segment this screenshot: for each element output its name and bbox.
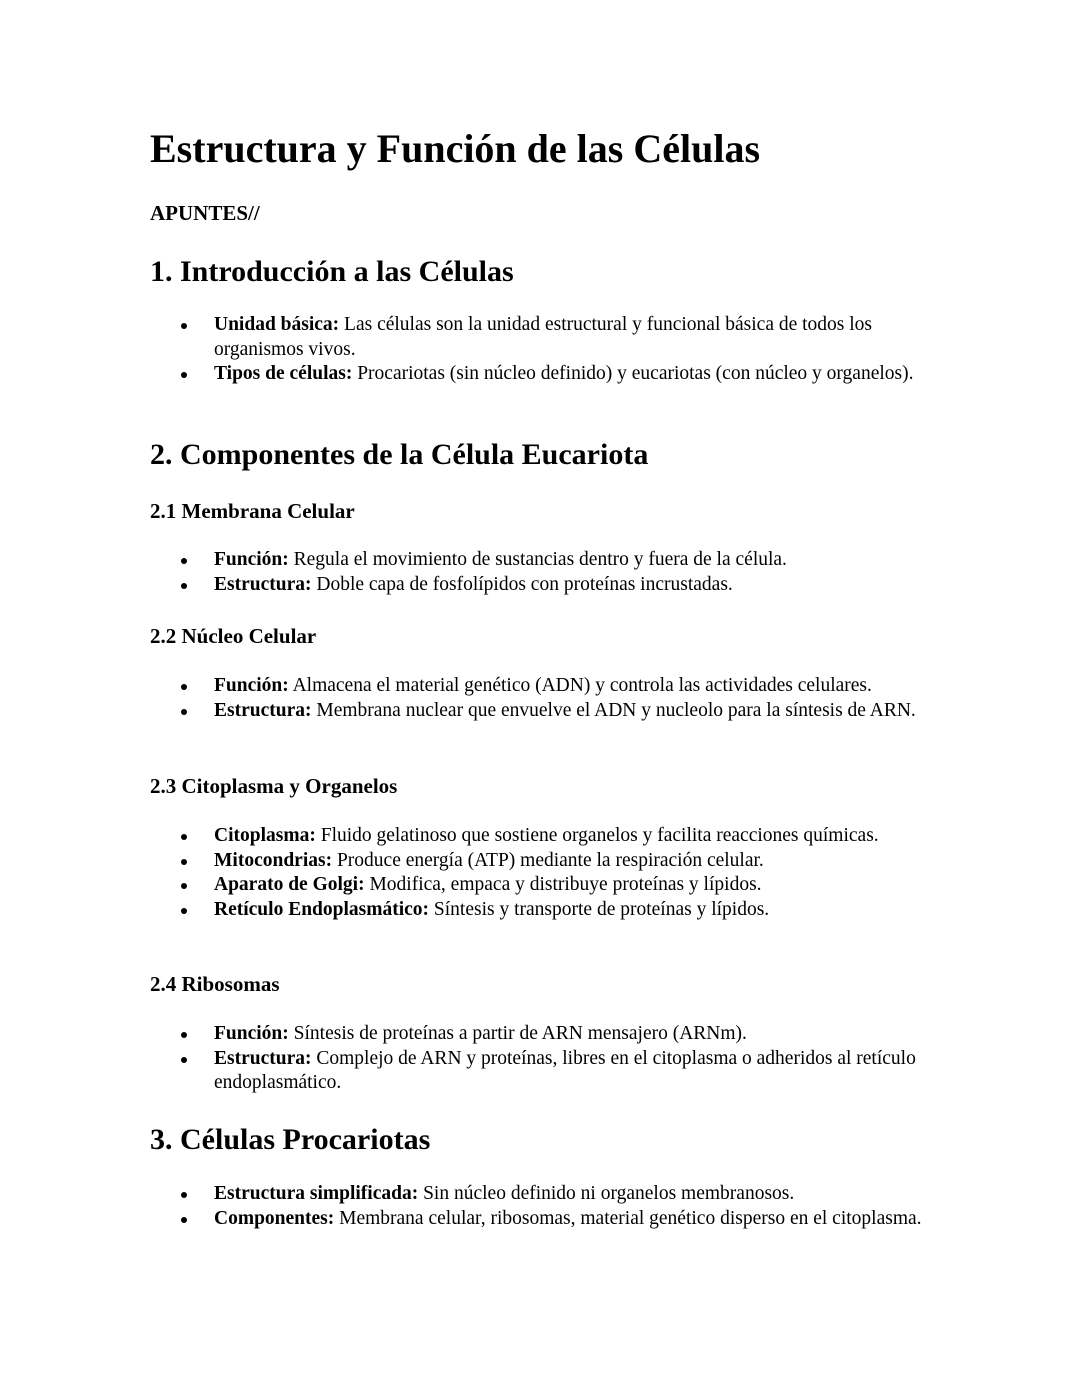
list-item: Estructura simplificada: Sin núcleo definido ni organelos membranosos. <box>150 1182 950 1207</box>
bullet-icon <box>181 1032 187 1038</box>
subsection-heading-ribosomes: 2.4 Ribosomas <box>150 972 280 996</box>
list-item: Función: Regula el movimiento de sustancias dentro y fuera de la célula. <box>150 548 950 573</box>
intro-list <box>150 313 950 387</box>
list-item: Estructura: Doble capa de fosfolípidos con proteínas incrustadas. <box>150 573 950 598</box>
list-item: Función: Síntesis de proteínas a partir de ARN mensajero (ARNm). <box>150 1022 950 1047</box>
bullet-icon <box>181 859 187 865</box>
subsection-heading-membrane: 2.1 Membrana Celular <box>150 499 355 523</box>
list-item: Estructura: Complejo de ARN y proteínas, libres en el citoplasma o adheridos al retículo endoplasmático. <box>150 1047 950 1096</box>
subsection-heading-cytoplasm: 2.3 Citoplasma y Organelos <box>150 774 398 798</box>
bullet-icon <box>181 834 187 840</box>
bullet-icon <box>181 1217 187 1223</box>
prokaryote-list <box>150 1182 950 1231</box>
subsection-heading-nucleus: 2.2 Núcleo Celular <box>150 624 317 648</box>
list-item: Mitocondrias: Produce energía (ATP) mediante la respiración celular. <box>150 849 950 874</box>
bullet-icon <box>181 908 187 914</box>
bullet-icon <box>181 372 187 378</box>
bullet-icon <box>181 1057 187 1063</box>
list-item: Función: Almacena el material genético (ADN) y controla las actividades celulares. <box>150 674 950 699</box>
section-heading-eukaryote: 2. Componentes de la Célula Eucariota <box>150 438 649 471</box>
section-heading-intro: 1. Introducción a las Células <box>150 255 514 288</box>
list-item: Citoplasma: Fluido gelatinoso que sostiene organelos y facilita reacciones químicas. <box>150 824 950 849</box>
bullet-icon <box>181 883 187 889</box>
bullet-icon <box>181 323 187 329</box>
list-item: Unidad básica: Las células son la unidad estructural y funcional básica de todos los organismos vivos. <box>150 313 950 362</box>
bullet-icon <box>181 583 187 589</box>
list-item: Estructura: Membrana nuclear que envuelve el ADN y nucleolo para la síntesis de ARN. <box>150 699 950 724</box>
bullet-icon <box>181 558 187 564</box>
section-heading-prokaryote: 3. Células Procariotas <box>150 1123 431 1156</box>
page-title: Estructura y Función de las Células <box>150 126 761 171</box>
list-item: Retículo Endoplasmático: Síntesis y transporte de proteínas y lípidos. <box>150 898 950 923</box>
ribosomes-list <box>150 1022 950 1096</box>
list-item: Tipos de células: Procariotas (sin núcleo definido) y eucariotas (con núcleo y organelos). <box>150 362 950 387</box>
notes-label: APUNTES// <box>150 201 260 225</box>
bullet-icon <box>181 1192 187 1198</box>
cytoplasm-list <box>150 824 950 922</box>
list-item: Aparato de Golgi: Modifica, empaca y distribuye proteínas y lípidos. <box>150 873 950 898</box>
nucleus-list <box>150 674 950 723</box>
list-item: Componentes: Membrana celular, ribosomas, material genético disperso en el citoplasma. <box>150 1207 950 1232</box>
membrane-list <box>150 548 950 597</box>
bullet-icon <box>181 684 187 690</box>
bullet-icon <box>181 709 187 715</box>
